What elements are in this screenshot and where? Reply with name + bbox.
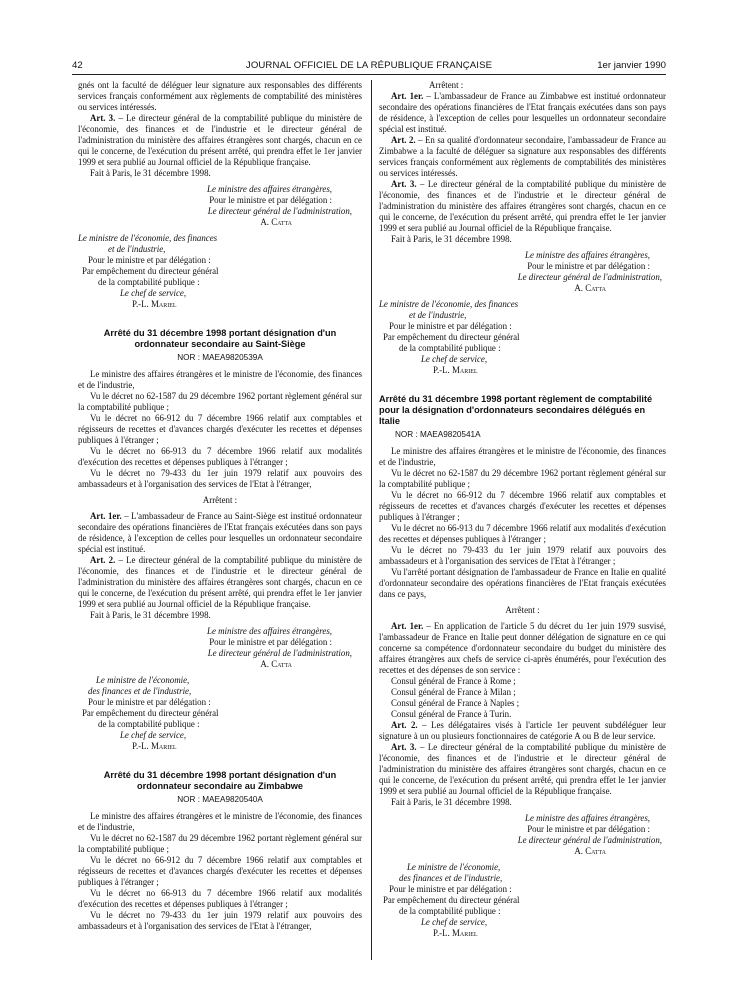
signature-line: Par empêchement du directeur général xyxy=(82,266,219,276)
preamble: Le ministre des affaires étrangères et le ministre de l'économie, des finances et de l'industrie, xyxy=(78,369,362,390)
signature-line: Pour le ministre et par délégation : xyxy=(209,637,332,647)
signature-line: Le ministre des affaires étrangères, xyxy=(525,250,650,260)
signatory-name: P.-L. Mariel xyxy=(132,741,177,751)
signature-line: Le ministre de l'économie, des finances xyxy=(379,299,519,309)
fait-a-paris: Fait à Paris, le 31 décembre 1998. xyxy=(391,797,512,807)
signature-line: Le directeur général de l'administration, xyxy=(517,835,662,845)
arretent: Arrêtent : xyxy=(505,605,540,615)
article-2: Art. 2. – En sa qualité d'ordonnateur secondaire, l'ambassadeur de France au Zimbabwe a la faculté de déléguer sa signature aux responsables des différents services français conformément aux règlements de comptabilités des ministères ou services intéressés. xyxy=(379,135,666,178)
signature-line: des finances et de l'industrie, xyxy=(88,686,192,696)
signature-line: Le ministre des affaires étrangères, xyxy=(207,626,332,636)
fait-a-paris: Fait à Paris, le 31 décembre 1998. xyxy=(90,610,211,620)
article-2: Art. 2. – Le directeur général de la comptabilité publique du ministère de l'économie, des finances et de l'industrie et le directeur général de l'administration du ministère des affaires étrangères sont chargés, chacun en ce qui le concerne, de l'exécution du présent arrêté, qui prendra effet le 1er janvier 1999 et sera publié au Journal officiel de la République française. xyxy=(78,555,362,609)
vu-clause: Vu le décret no 66-913 du 7 décembre 1966 relatif aux modalités d'exécution des recettes et dépenses publiques à l'étranger ; xyxy=(379,523,666,544)
vu-clause: Vu l'arrêté portant désignation de l'ambassadeur de France en Italie en qualité d'ordonnateur secondaire des opérations financières de l'Etat français exécutées dans ce pays, xyxy=(379,567,666,599)
signature-line: Le chef de service, xyxy=(421,917,488,927)
signature-line: Le directeur général de l'administration, xyxy=(207,206,352,216)
signature-line: Par empêchement du directeur général xyxy=(82,708,219,718)
preamble: Le ministre des affaires étrangères et le ministre de l'économie, des finances et de l'industrie, xyxy=(78,811,362,832)
vu-clause: Vu le décret no 62-1587 du 29 décembre 1962 portant règlement général sur la comptabilité publique ; xyxy=(78,833,362,854)
signatory-name: A. Catta xyxy=(574,283,606,293)
signatory-name: P.-L. Mariel xyxy=(433,365,478,375)
article-1: Art. 1er. – L'ambassadeur de France au Zimbabwe est institué ordonnateur secondaire des opérations financières de l'Etat français exécutées dans son pays de résidence, à l'exception de celles pour lesquelles un ordonnateur secondaire spécial est institué. xyxy=(379,91,667,134)
consul-item: Consul général de France à Rome ; xyxy=(391,676,516,686)
nor-reference: NOR : MAEA9820541A xyxy=(395,430,481,439)
decree-title: Arrêté du 31 décembre 1998 portant désignation d'un ordonnateur secondaire au Zimbabwe xyxy=(103,770,337,791)
column-divider xyxy=(371,80,372,960)
vu-clause: Vu le décret no 79-433 du 1er juin 1979 relatif aux pouvoirs des ambassadeurs et à l'organisation des services de l'Etat à l'étranger, xyxy=(78,910,362,931)
article-3: Art. 3. – Le directeur général de la comptabilité publique du ministère de l'économie, des finances et de l'industrie et le directeur général de l'administration du ministère des affaires étrangères sont chargés, chacun en ce qui le concerne, de l'exécution du présent arrêté, qui prendra effet le 1er janvier 1999 et sera publié au Journal officiel de la République française. xyxy=(379,179,666,233)
signature-line: des finances et de l'industrie, xyxy=(399,873,503,883)
signature-line: et de l'industrie, xyxy=(108,244,166,254)
signature-line: Pour le ministre et par délégation : xyxy=(88,697,211,707)
page-number: 42 xyxy=(72,60,83,71)
arretent: Arrêtent : xyxy=(202,495,238,505)
signature-line: de la comptabilité publique : xyxy=(399,343,501,353)
article-2: Art. 2. – Les délégataires visés à l'article 1er peuvent subdéléguer leur signature à un ou plusieurs fonctionnaires de catégorie A ou B de leur service. xyxy=(379,720,666,741)
signature-line: Le ministre de l'économie, xyxy=(407,862,501,872)
signature-line: Le chef de service, xyxy=(120,288,187,298)
signature-line: Le chef de service, xyxy=(120,730,187,740)
signature-line: Par empêchement du directeur général xyxy=(383,332,520,342)
vu-clause: Vu le décret no 66-912 du 7 décembre 1966 relatif aux comptables et régisseurs de recettes et d'avances chargés d'exécuter les recettes et dépenses publiques à l'étranger ; xyxy=(78,413,362,445)
header-rule xyxy=(72,74,666,75)
article-3: Art. 3. – Le directeur général de la comptabilité publique du ministère de l'économie, des finances et de l'industrie et le directeur général de l'administration du ministère des affaires étrangères sont chargés, chacun en ce qui le concerne, de l'exécution du présent arrêté, qui prendra effet le 1er janvier 1999 et sera publié au Journal officiel de la République française. xyxy=(379,742,666,796)
fait-a-paris: Fait à Paris, le 31 décembre 1998. xyxy=(391,234,512,244)
article-1: Art. 1er. – En application de l'article 5 du décret du 1er juin 1979 susvisé, l'ambassadeur de France en Italie peut donner délégation de signature en ce qui concerne sa compétence d'ordonnateur secondaire du budget du ministère des affaires étrangères aux chefs de service ci-après énumérés, pour l'exécution des recettes et des dépenses de son service : xyxy=(379,621,667,675)
signature-line: et de l'industrie, xyxy=(409,310,467,320)
journal-title: JOURNAL OFFICIEL DE LA RÉPUBLIQUE FRANÇAISE xyxy=(245,60,493,71)
intro-paragraph: gnés ont la faculté de déléguer leur signature aux responsables des différents services français conformément aux règlements de comptabilité des ministères ou services intéressés. xyxy=(78,80,362,112)
vu-clause: Vu le décret no 66-912 du 7 décembre 1966 relatif aux comptables et régisseurs de recettes et d'avances chargés d'exécuter les recettes et dépenses publiques à l'étranger ; xyxy=(78,855,362,887)
consul-item: Consul général de France à Turin. xyxy=(391,709,512,719)
signature-line: Pour le ministre et par délégation : xyxy=(527,261,650,271)
fait-a-paris: Fait à Paris, le 31 décembre 1998. xyxy=(90,168,211,178)
signature-line: Le ministre des affaires étrangères, xyxy=(525,813,650,823)
signatory-name: A. Catta xyxy=(260,659,292,669)
signatory-name: P.-L. Mariel xyxy=(433,928,478,938)
signature-line: Pour le ministre et par délégation : xyxy=(389,321,512,331)
signature-line: de la comptabilité publique : xyxy=(399,906,501,916)
vu-clause: Vu le décret no 79-433 du 1er juin 1979 relatif aux pouvoirs des ambassadeurs et à l'organisation des services de l'Etat à l'étranger ; xyxy=(379,545,666,566)
right-column xyxy=(379,80,666,939)
signature-line: Le directeur général de l'administration, xyxy=(207,648,352,658)
signature-line: Pour le ministre et par délégation : xyxy=(389,884,512,894)
signature-line: de la comptabilité publique : xyxy=(98,277,200,287)
signature-line: Le ministre des affaires étrangères, xyxy=(207,184,332,194)
nor-reference: NOR : MAEA9820540A xyxy=(177,795,263,804)
consul-item: Consul général de France à Milan ; xyxy=(391,687,516,697)
signature-line: Le ministre de l'économie, xyxy=(96,675,190,685)
signature-line: Le directeur général de l'administration, xyxy=(517,272,662,282)
vu-clause: Vu le décret no 79-433 du 1er juin 1979 relatif aux pouvoirs des ambassadeurs et à l'organisation des services de l'Etat à l'étranger, xyxy=(78,468,362,489)
signature-line: de la comptabilité publique : xyxy=(98,719,200,729)
article-1: Art. 1er. – L'ambassadeur de France au Saint-Siège est institué ordonnateur secondaire des opérations financières de l'Etat français exécutées dans son pays de résidence, à l'exception de celles pour lesquelles un ordonnateur secondaire spécial est institué. xyxy=(78,511,362,554)
left-column xyxy=(78,80,362,932)
page-header xyxy=(72,60,666,74)
nor-reference: NOR : MAEA9820539A xyxy=(177,353,263,362)
vu-clause: Vu le décret no 66-913 du 7 décembre 1966 relatif aux modalités d'exécution des recettes et dépenses publiques à l'étranger ; xyxy=(78,888,362,909)
vu-clause: Vu le décret no 62-1587 du 29 décembre 1962 portant règlement général sur la comptabilité publique ; xyxy=(379,468,666,489)
preamble: Le ministre des affaires étrangères et le ministre de l'économie, des finances et de l'industrie, xyxy=(379,446,666,467)
arretent: Arrêtent : xyxy=(429,80,464,90)
signature-line: Pour le ministre et par délégation : xyxy=(88,255,211,265)
signatory-name: P.-L. Mariel xyxy=(132,299,177,309)
signature-line: Le chef de service, xyxy=(421,354,488,364)
decree-title: Arrêté du 31 décembre 1998 portant désignation d'un ordonnateur secondaire au Saint-Siège xyxy=(103,328,337,349)
consul-item: Consul général de France à Naples ; xyxy=(391,698,520,708)
signature-line: Le ministre de l'économie, des finances xyxy=(78,233,218,243)
signatory-name: A. Catta xyxy=(574,846,606,856)
signature-line: Pour le ministre et par délégation : xyxy=(209,195,332,205)
vu-clause: Vu le décret no 66-913 du 7 décembre 1966 relatif aux modalités d'exécution des recettes et dépenses publiques à l'étranger ; xyxy=(78,446,362,467)
decree-title: Arrêté du 31 décembre 1998 portant règlement de comptabilité pour la désignation d'ordonnateurs secondaires délégués en Italie xyxy=(379,394,653,426)
vu-clause: Vu le décret no 62-1587 du 29 décembre 1962 portant règlement général sur la comptabilité publique ; xyxy=(78,391,362,412)
header-date: 1er janvier 1990 xyxy=(597,60,666,71)
signatory-name: A. Catta xyxy=(260,217,292,227)
article-3: Art. 3. – Le directeur général de la comptabilité publique du ministère de l'économie, des finances et de l'industrie et le directeur général de l'administration du ministère des affaires étrangères sont chargés, chacun en ce qui le concerne, de l'exécution du présent arrêté, qui prendra effet le 1er janvier 1999 et sera publié au Journal officiel de la République française. xyxy=(78,113,362,167)
signature-line: Pour le ministre et par délégation : xyxy=(527,824,650,834)
vu-clause: Vu le décret no 66-912 du 7 décembre 1966 relatif aux comptables et régisseurs de recettes et d'avances chargés d'exécuter les recettes et dépenses publiques à l'étranger ; xyxy=(379,490,666,522)
signature-line: Par empêchement du directeur général xyxy=(383,895,520,905)
